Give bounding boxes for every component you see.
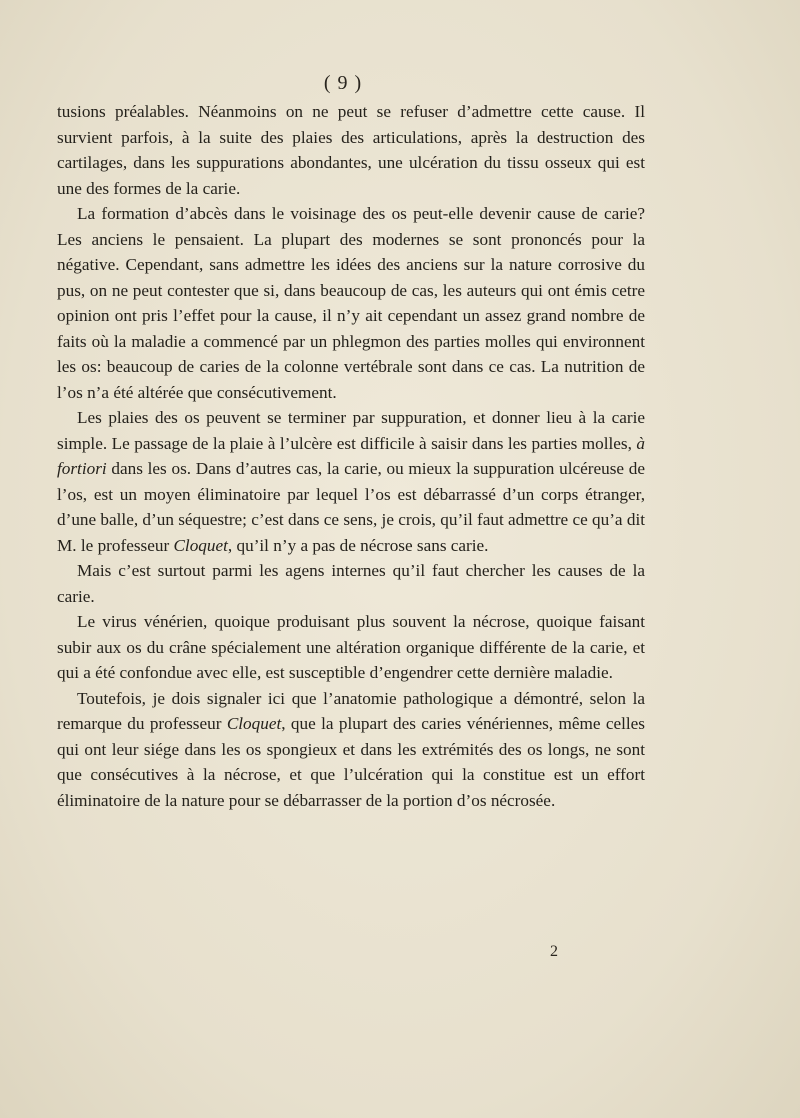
paragraph (57, 558, 645, 609)
text-run: Toutefois, je dois signaler ici que l’anatomie pathologique a démontré, selon la remarque du professeur (57, 688, 645, 733)
paragraph (57, 99, 645, 201)
paragraph (57, 686, 645, 814)
signature-mark: 2 (550, 943, 558, 960)
text-run: Les plaies des os peuvent se terminer par suppuration, et donner lieu à la carie simple. Le passage de la plaie à l’ulcère est difficile à saisir dans les parties molles, (57, 408, 645, 453)
italic-text: à fortiori (57, 433, 645, 478)
text-run: La formation d’abcès dans le voisinage des os peut-elle devenir cause de carie? Les anciens le pensaient. La plupart des modernes se sont prononcés pour la négative. Cependant, sans admettre les idées des anciens sur la nature corrosive du pus, on ne peut contester que si, dans beaucoup de cas, les auteurs qui ont émis cetre opinion ont pris l’effet pour la cause, il n’y ait cependant un assez grand nombre de faits où la maladie a commencé par un phlegmon des parties molles qui environnent les os: beaucoup de caries de la colonne vertébrale sont dans ce cas. La nutrition de l’os n’a été altérée que consécutivement. (57, 204, 645, 402)
text-run: Le virus vénérien, quoique produisant plus souvent la nécrose, quoique faisant subir aux os du crâne spécialement une altération organique différente de la carie, et qui a été confondue avec elle, est susceptible d’engendrer cette dernière maladie. (57, 612, 645, 682)
text-run: , qu’il n’y a pas de nécrose sans carie. (227, 535, 489, 555)
page-number: ( 9 ) (323, 72, 363, 94)
text-run: dans les os. Dans d’autres cas, la carie, ou mieux la suppuration ulcéreuse de l’os, est un moyen éliminatoire par lequel l’os est débarrassé d’un corps étranger, d’une balle, d’un séquestre; c’est dans ce sens, je crois, qu’il faut admettre ce qu’a dit M. le professeur (57, 459, 645, 555)
body-text (57, 99, 645, 813)
italic-text: Cloquet (173, 535, 228, 555)
text-run: , que la plupart des caries vénériennes, même celles qui ont leur siége dans les os spongieux et dans les extrémités des os longs, ne sont que consécutives à la nécrose, et que l’ulcération qui la constitue est un effort éliminatoire de la nature pour se débarrasser de la portion d’os nécrosée. (57, 714, 645, 810)
italic-text: Cloquet (226, 714, 282, 733)
text-run: Mais c’est surtout parmi les agens internes qu’il faut chercher les causes de la carie. (57, 561, 645, 606)
paragraph (57, 201, 645, 405)
text-run: tusions préalables. Néanmoins on ne peut se refuser d’admettre cette cause. Il survient parfois, à la suite des plaies des articulations, après la destruction des cartilages, dans les suppurations abondantes, une ulcération du tissu osseux qui est une des formes de la carie. (57, 102, 645, 198)
paragraph (57, 405, 645, 558)
paragraph (57, 609, 645, 686)
